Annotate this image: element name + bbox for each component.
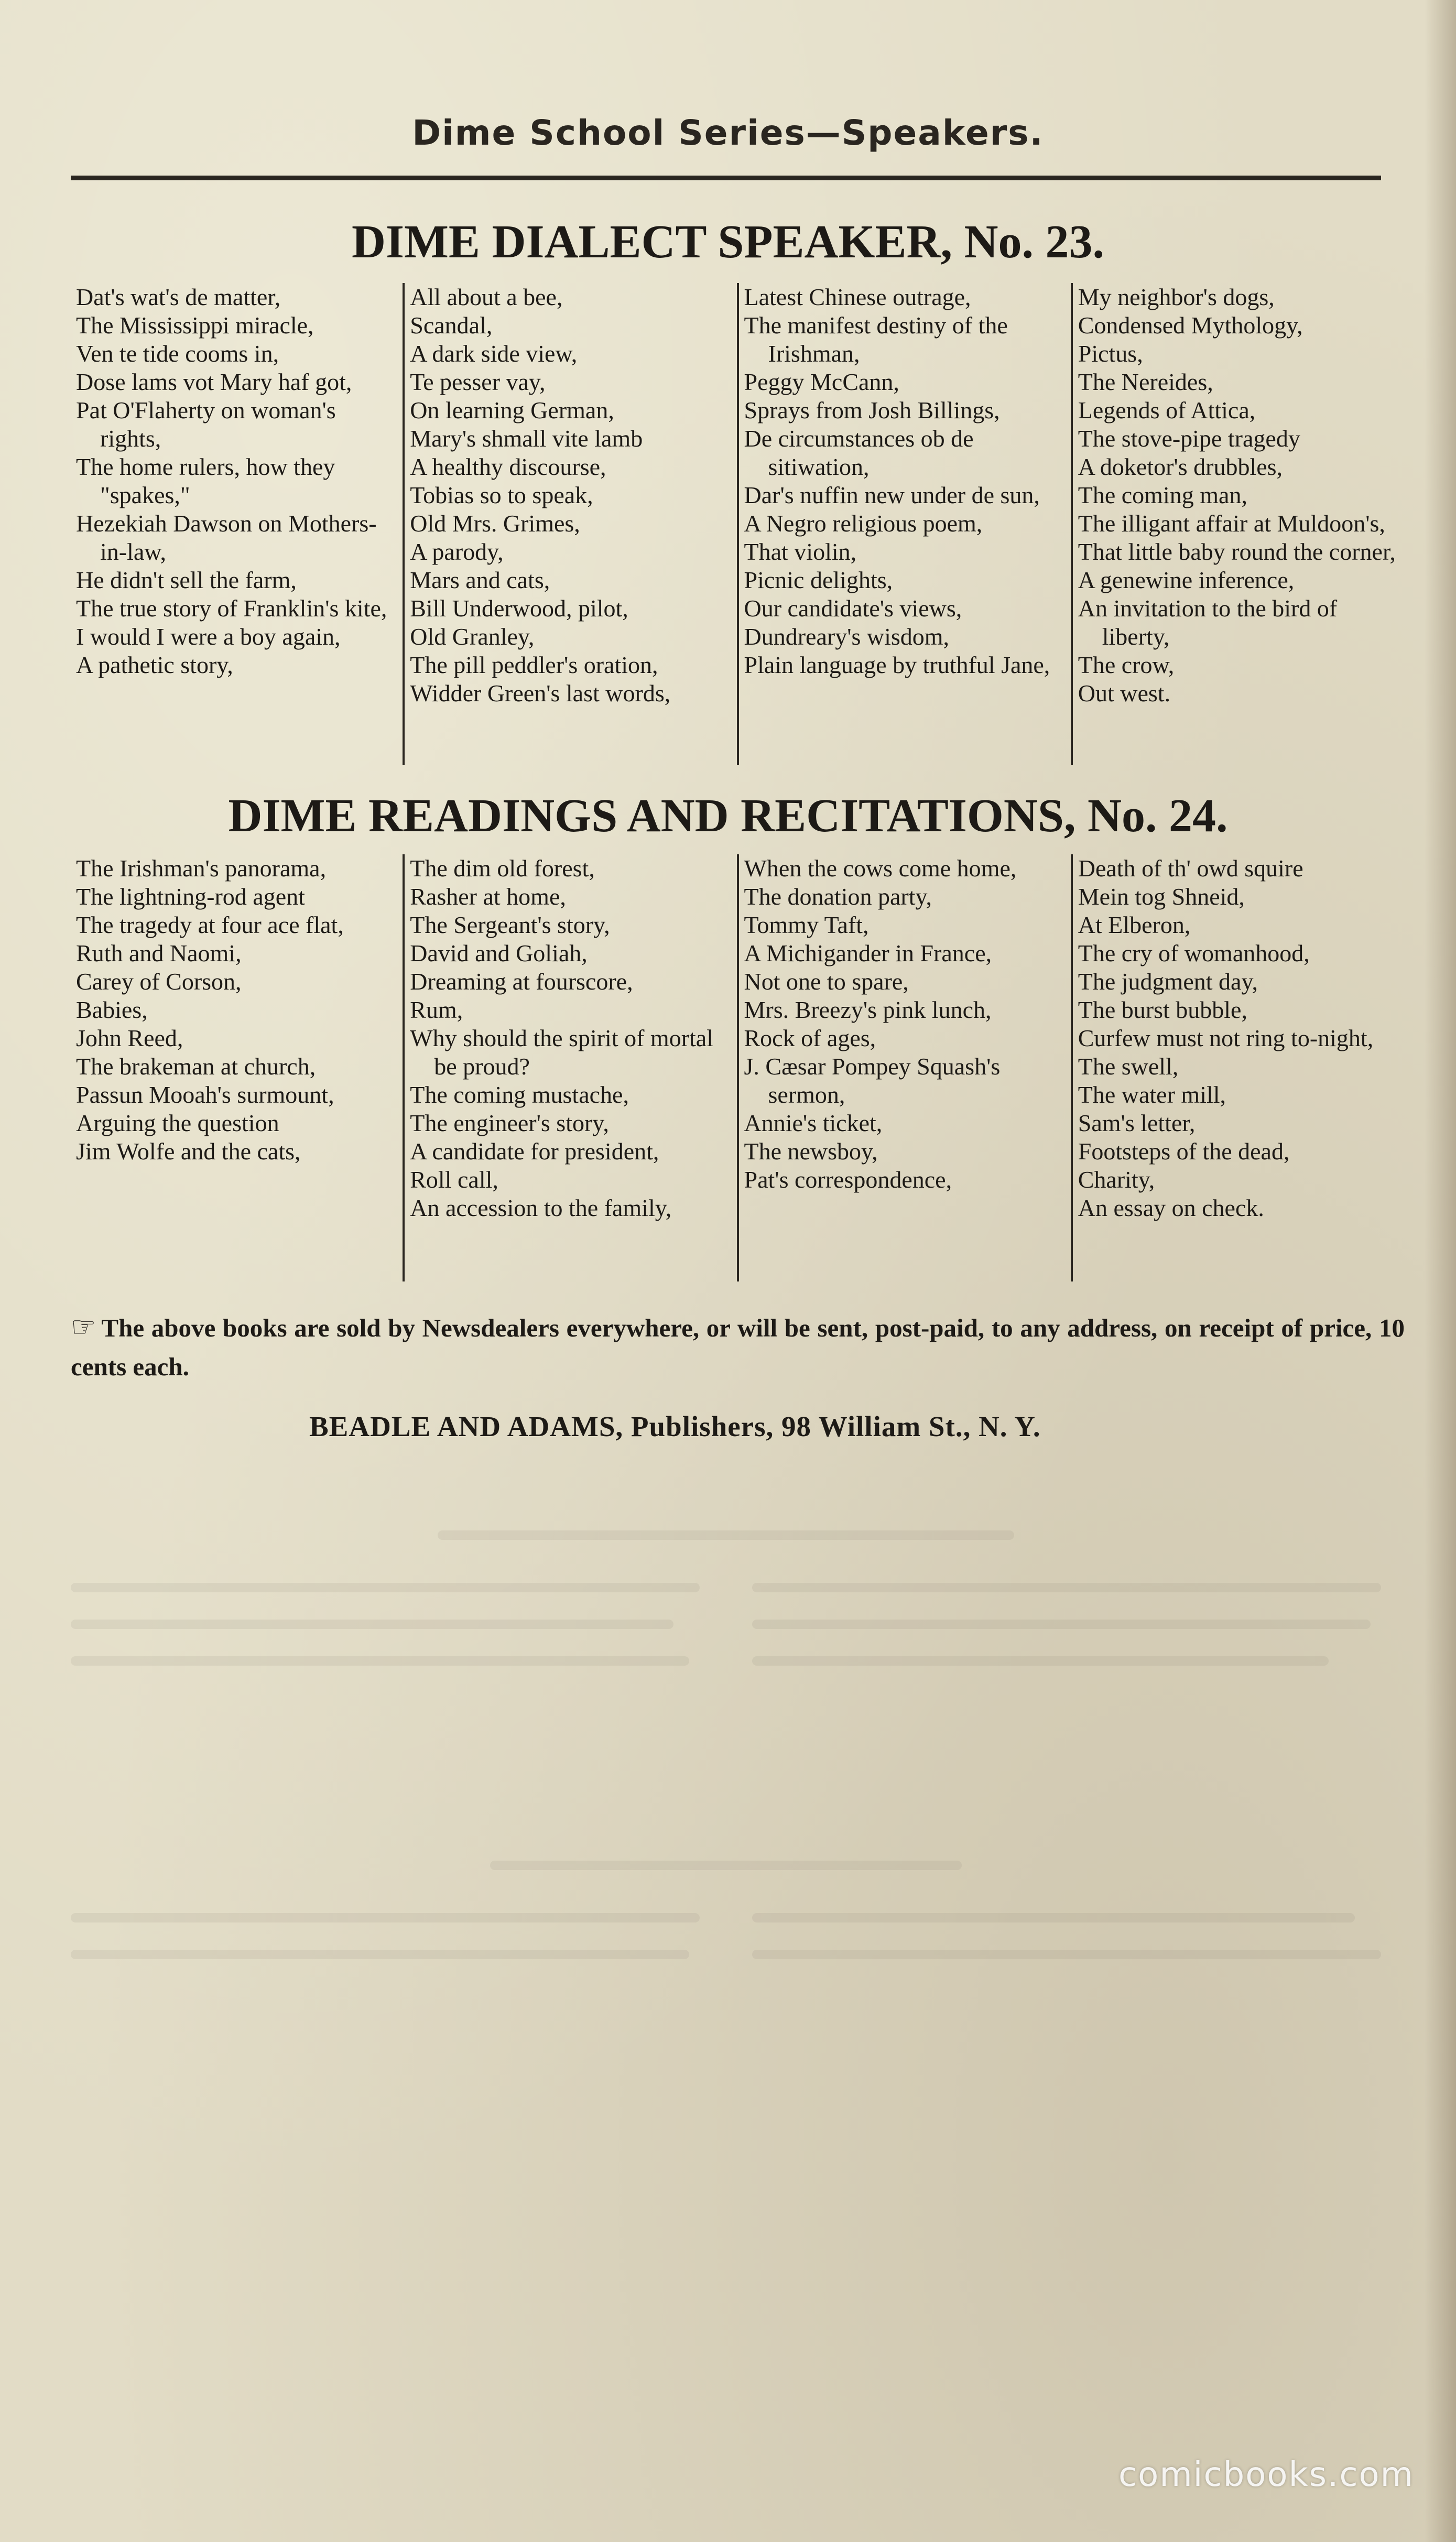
contents-entry: The coming mustache, — [410, 1081, 629, 1108]
contents-entry: The Sergeant's story, — [410, 911, 610, 938]
contents-entry: Our candidate's views, — [744, 595, 962, 622]
contents-entry: Te pesser vay, — [410, 368, 546, 395]
contents-entry: Curfew must not ring to-night, — [1078, 1025, 1374, 1051]
contents-entry: Latest Chinese outrage, — [744, 284, 971, 310]
contents-entry: The dim old forest, — [410, 855, 595, 882]
contents-entry: Arguing the question — [76, 1110, 279, 1136]
contents-entry: That violin, — [744, 538, 857, 565]
contents-entry: Dar's nuffin new under de sun, — [744, 482, 1040, 508]
contents-entry: Widder Green's last words, — [410, 680, 671, 707]
contents-entry: All about a bee, — [410, 284, 563, 310]
contents-entry: Bill Underwood, pilot, — [410, 595, 628, 622]
contents-entry: The pill peddler's oration, — [410, 651, 658, 678]
contents-entry: Sam's letter, — [1078, 1110, 1196, 1136]
dialect-speaker-contents — [71, 283, 1405, 765]
contents-entry: Annie's ticket, — [744, 1110, 883, 1136]
contents-column — [737, 283, 1071, 765]
contents-entry: Old Granley, — [410, 623, 535, 650]
contents-entry: The tragedy at four ace flat, — [76, 911, 344, 938]
contents-entry: Pat O'Flaherty on woman's rights, — [76, 397, 336, 452]
contents-entry: Jim Wolfe and the cats, — [76, 1138, 301, 1165]
contents-entry: A dark side view, — [410, 340, 578, 367]
contents-entry: The coming man, — [1078, 482, 1247, 508]
page-edge-shadow — [1425, 0, 1456, 2542]
contents-entry: Dose lams vot Mary haf got, — [76, 368, 352, 395]
publisher-imprint: BEADLE AND ADAMS, Publishers, 98 William St., N. Y. — [309, 1410, 1041, 1442]
contents-entry: De circumstances ob de sitiwation, — [744, 425, 974, 480]
contents-entry: The engineer's story, — [410, 1110, 609, 1136]
contents-entry: I would I were a boy again, — [76, 623, 341, 650]
contents-entry: Rasher at home, — [410, 883, 566, 910]
contents-column — [737, 854, 1071, 1281]
contents-entry: Death of th' owd squire — [1078, 855, 1303, 882]
contents-entry: He didn't sell the farm, — [76, 567, 297, 593]
contents-entry: A Negro religious poem, — [744, 510, 983, 537]
contents-entry: Babies, — [76, 996, 148, 1023]
contents-entry: Sprays from Josh Billings, — [744, 397, 1000, 423]
contents-entry: Old Mrs. Grimes, — [410, 510, 580, 537]
contents-entry: The illigant affair at Muldoon's, — [1078, 510, 1385, 537]
contents-entry: Legends of Attica, — [1078, 397, 1256, 423]
contents-entry: Dat's wat's de matter, — [76, 284, 281, 310]
contents-entry: Passun Mooah's surmount, — [76, 1081, 334, 1108]
contents-entry: Condensed Mythology, — [1078, 312, 1303, 339]
running-head: Dime School Series—Speakers. — [412, 113, 1044, 153]
contents-column — [403, 283, 736, 765]
contents-entry: John Reed, — [76, 1025, 183, 1051]
contents-entry: The crow, — [1078, 651, 1175, 678]
section-title-dialect-speaker: DIME DIALECT SPEAKER, No. 23. — [351, 216, 1105, 268]
contents-entry: The Mississippi miracle, — [76, 312, 314, 339]
contents-entry: Tommy Taft, — [744, 911, 869, 938]
contents-entry: When the cows come home, — [744, 855, 1017, 882]
contents-column — [1071, 283, 1405, 765]
contents-entry: The manifest destiny of the Irishman, — [744, 312, 1008, 367]
contents-column — [403, 854, 736, 1281]
contents-entry: An essay on check. — [1078, 1194, 1264, 1221]
contents-entry: A genewine inference, — [1078, 567, 1295, 593]
contents-entry: Why should the spirit of mortal be proud? — [410, 1025, 714, 1080]
contents-entry: The Irishman's panorama, — [76, 855, 327, 882]
contents-entry: David and Goliah, — [410, 940, 588, 966]
contents-column — [71, 283, 403, 765]
contents-entry: Out west. — [1078, 680, 1171, 707]
contents-entry: That little baby round the corner, — [1078, 538, 1396, 565]
contents-entry: Plain language by truthful Jane, — [744, 651, 1050, 678]
contents-entry: Mrs. Breezy's pink lunch, — [744, 996, 992, 1023]
contents-entry: The lightning-rod agent — [76, 883, 305, 910]
contents-entry: The donation party, — [744, 883, 932, 910]
contents-entry: Ruth and Naomi, — [76, 940, 242, 966]
contents-entry: Mein tog Shneid, — [1078, 883, 1245, 910]
contents-entry: Rock of ages, — [744, 1025, 876, 1051]
contents-entry: A candidate for president, — [410, 1138, 659, 1165]
contents-entry: A doketor's drubbles, — [1078, 453, 1283, 480]
contents-entry: Tobias so to speak, — [410, 482, 593, 508]
contents-entry: Ven te tide cooms in, — [76, 340, 279, 367]
contents-column — [1071, 854, 1405, 1281]
contents-entry: Mary's shmall vite lamb — [410, 425, 643, 452]
site-watermark: comicbooks.com — [1118, 2456, 1414, 2494]
contents-entry: A Michigander in France, — [744, 940, 992, 966]
contents-entry: The burst bubble, — [1078, 996, 1247, 1023]
section-title-readings-recitations: DIME READINGS AND RECITATIONS, No. 24. — [228, 790, 1228, 842]
contents-entry: The true story of Franklin's kite, — [76, 595, 387, 622]
contents-entry: The cry of womanhood, — [1078, 940, 1310, 966]
contents-entry: Pat's correspondence, — [744, 1166, 952, 1193]
contents-entry: An invitation to the bird of liberty, — [1078, 595, 1338, 650]
contents-entry: Not one to spare, — [744, 968, 909, 995]
sales-notice — [71, 1308, 1405, 1386]
contents-entry: An accession to the family, — [410, 1194, 672, 1221]
contents-entry: Scandal, — [410, 312, 493, 339]
sales-notice-text: The above books are sold by Newsdealers everywhere, or will be sent, post-paid, to any address, on receipt of price, 10 cents each. — [71, 1313, 1405, 1381]
contents-entry: Peggy McCann, — [744, 368, 899, 395]
contents-entry: The swell, — [1078, 1053, 1179, 1080]
contents-entry: The brakeman at church, — [76, 1053, 316, 1080]
contents-entry: A pathetic story, — [76, 651, 233, 678]
contents-entry: J. Cæsar Pompey Squash's sermon, — [744, 1053, 1001, 1108]
contents-entry: Charity, — [1078, 1166, 1155, 1193]
contents-entry: The stove-pipe tragedy — [1078, 425, 1300, 452]
contents-entry: The judgment day, — [1078, 968, 1258, 995]
contents-entry: Roll call, — [410, 1166, 498, 1193]
contents-entry: The water mill, — [1078, 1081, 1226, 1108]
contents-entry: Footsteps of the dead, — [1078, 1138, 1290, 1165]
contents-entry: A parody, — [410, 538, 504, 565]
contents-entry: A healthy discourse, — [410, 453, 606, 480]
readings-recitations-contents — [71, 854, 1405, 1281]
contents-entry: Carey of Corson, — [76, 968, 242, 995]
contents-entry: Pictus, — [1078, 340, 1143, 367]
contents-entry: The newsboy, — [744, 1138, 878, 1165]
contents-entry: Picnic delights, — [744, 567, 893, 593]
contents-entry: At Elberon, — [1078, 911, 1191, 938]
bleed-through-text — [71, 1483, 1405, 2374]
contents-entry: On learning German, — [410, 397, 614, 423]
contents-entry: The home rulers, how they "spakes," — [76, 453, 335, 508]
contents-entry: Dreaming at fourscore, — [410, 968, 633, 995]
contents-entry: The Nereides, — [1078, 368, 1213, 395]
contents-entry: Mars and cats, — [410, 567, 550, 593]
contents-entry: Hezekiah Dawson on Mothers-in-law, — [76, 510, 377, 565]
pointing-hand-icon: ☞ — [71, 1311, 96, 1343]
contents-entry: Dundreary's wisdom, — [744, 623, 950, 650]
contents-entry: Rum, — [410, 996, 463, 1023]
contents-entry: My neighbor's dogs, — [1078, 284, 1275, 310]
contents-column — [71, 854, 403, 1281]
head-rule — [71, 176, 1381, 180]
